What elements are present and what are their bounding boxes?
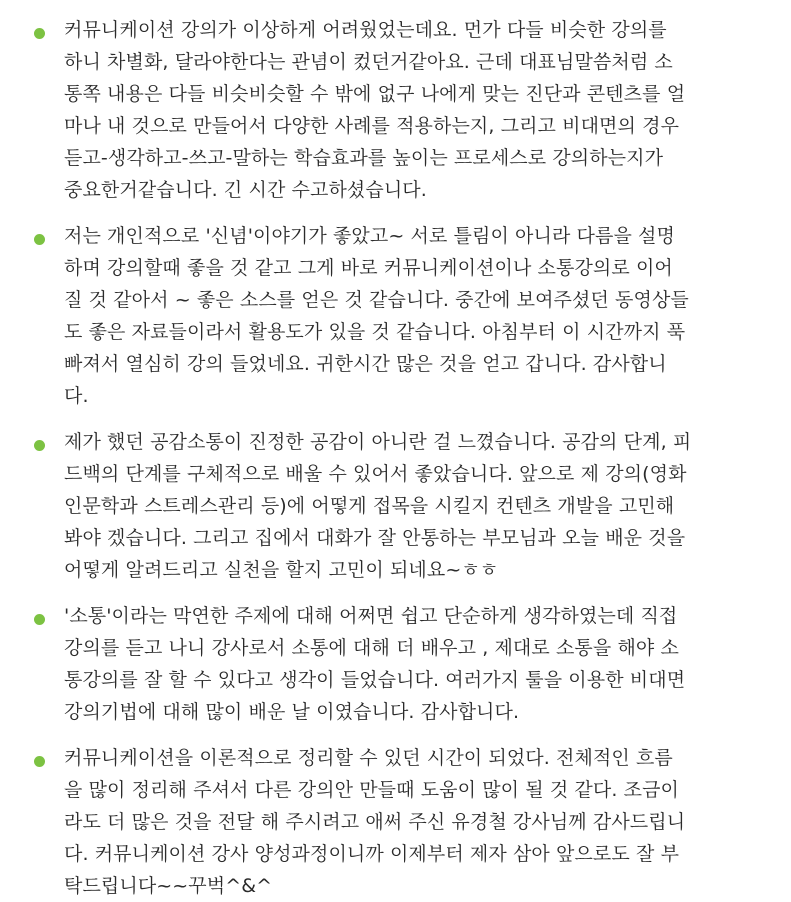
comment-text: 커뮤니케이션을 이론적으로 정리할 수 있던 시간이 되었다. 전체적인 흐름 을 많이 정리해 주셔서 다른 강의안 만들때 도움이 많이 될 것 같다. 조금이 라도 더 많은 것을 전달 해 주시려고 애써 주신 유경철 강사님께 감사드립니 다. 커뮤니케이션 강사 양성과정이니까 이제부터 제자 삼아 앞으로도 잘 부 탁드립니다~~꾸벅^&^ <box>64 747 686 897</box>
list-item <box>0 426 791 586</box>
comment-text: '소통'이라는 막연한 주제에 대해 어쩌면 쉽고 단순하게 생각하였는데 직접 강의를 듣고 나니 강사로서 소통에 대해 더 배우고 , 제대로 소통을 해야 소 통강의를 잘 할 수 있다고 생각이 들었습니다. 여러가지 툴을 이용한 비대면 강의기법에 대해 많이 배운 날 이였습니다. 감사합니다. <box>64 605 686 723</box>
list-item <box>0 742 791 902</box>
bullet-dot-icon <box>34 234 45 245</box>
list-item <box>0 14 791 206</box>
list-item <box>0 600 791 728</box>
comment-text: 커뮤니케이션 강의가 이상하게 어려웠었는데요. 먼가 다들 비슷한 강의를 하니 차별화, 달라야한다는 관념이 컸던거같아요. 근데 대표님말씀처럼 소 통쪽 내용은 다들 비슷비슷할 수 밖에 없구 나에게 맞는 진단과 콘텐츠를 얼 마나 내 것으로 만들어서 다양한 사례를 적용하는지, 그리고 비대면의 경우 듣고-생각하고-쓰고-말하는 학습효과를 높이는 프로세스로 강의하는지가 중요한거같습니다. 긴 시간 수고하셨습니다. <box>64 19 686 201</box>
comment-text: 제가 했던 공감소통이 진정한 공감이 아니란 걸 느꼈습니다. 공감의 단계, 피 드백의 단계를 구체적으로 배울 수 있어서 좋았습니다. 앞으로 제 강의(영화 인문학과 스트레스관리 등)에 어떻게 접목을 시킬지 컨텐츠 개발을 고민해 봐야 겠습니다. 그리고 집에서 대화가 잘 안통하는 부모님과 오늘 배운 것을 어떻게 알려드리고 실천을 할지 고민이 되네요~ㅎㅎ <box>64 431 692 581</box>
bullet-dot-icon <box>34 756 45 767</box>
comment-list <box>0 14 791 902</box>
bullet-dot-icon <box>34 614 45 625</box>
bullet-dot-icon <box>34 28 45 39</box>
bullet-dot-icon <box>34 440 45 451</box>
comment-text: 저는 개인적으로 '신념'이야기가 좋았고~ 서로 틀림이 아니라 다름을 설명 하며 강의할때 좋을 것 같고 그게 바로 커뮤니케이션이나 소통강의로 이어 질 것 같아서 ~ 좋은 소스를 얻은 것 같습니다. 중간에 보여주셨던 동영상들 도 좋은 자료들이라서 활용도가 있을 것 같습니다. 아침부터 이 시간까지 푹 빠져서 열심히 강의 들었네요. 귀한시간 많은 것을 얻고 갑니다. 감사합니 다. <box>64 225 689 407</box>
list-item <box>0 220 791 412</box>
